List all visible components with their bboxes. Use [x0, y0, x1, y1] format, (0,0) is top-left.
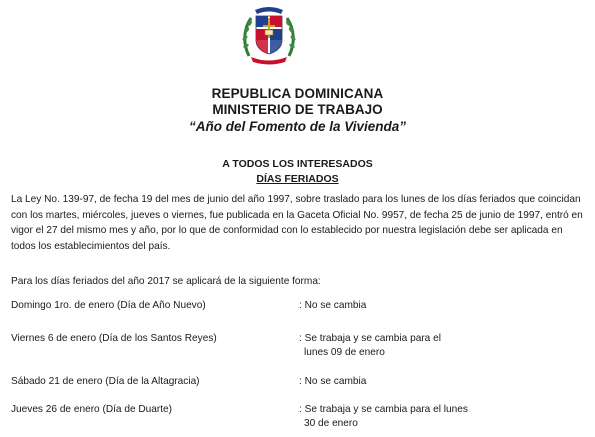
holiday-rule-continued: 30 de enero [304, 418, 358, 429]
holiday-rule: : Se trabaja y se cambia para el [299, 333, 441, 344]
holiday-day: Sábado 21 de enero (Día de la Altagracia) [11, 376, 200, 387]
intro-line: Para los días feriados del año 2017 se aplicará de la siguiente forma: [11, 276, 321, 287]
year-motto: “Año del Fomento de la Vivienda” [188, 119, 407, 134]
law-paragraph: La Ley No. 139-97, de fecha 19 del mes de junio del año 1997, sobre traslado para los lunes de los días feriados que coincidan con los martes, miércoles, jueves o viernes, fue publicada en la Gaceta Oficial No. 9957, de fecha 25 de junio de 1997, entró en vigor el 27 del mismo mes y año, por lo que de conformidad con lo establecido por nuestra legislación debe ser aplicada en todos los establecimientos del país. [11, 194, 583, 252]
coat-of-arms-icon [239, 4, 299, 66]
holiday-rule: : No se cambia [299, 376, 367, 387]
subject-line: DÍAS FERIADOS [256, 173, 339, 185]
holiday-rule: : No se cambia [299, 300, 367, 311]
ministry-heading: MINISTERIO DE TRABAJO [212, 102, 383, 117]
holiday-day: Viernes 6 de enero (Día de los Santos Reyes) [11, 333, 217, 344]
addressee-line: A TODOS LOS INTERESADOS [222, 158, 373, 170]
holiday-rule: : Se trabaja y se cambia para el lunes [299, 404, 468, 415]
country-heading: REPUBLICA DOMINICANA [211, 86, 384, 101]
holiday-rule-continued: lunes 09 de enero [304, 347, 385, 358]
holiday-day: Jueves 26 de enero (Día de Duarte) [11, 404, 173, 415]
holiday-day: Domingo 1ro. de enero (Día de Año Nuevo) [11, 300, 206, 311]
